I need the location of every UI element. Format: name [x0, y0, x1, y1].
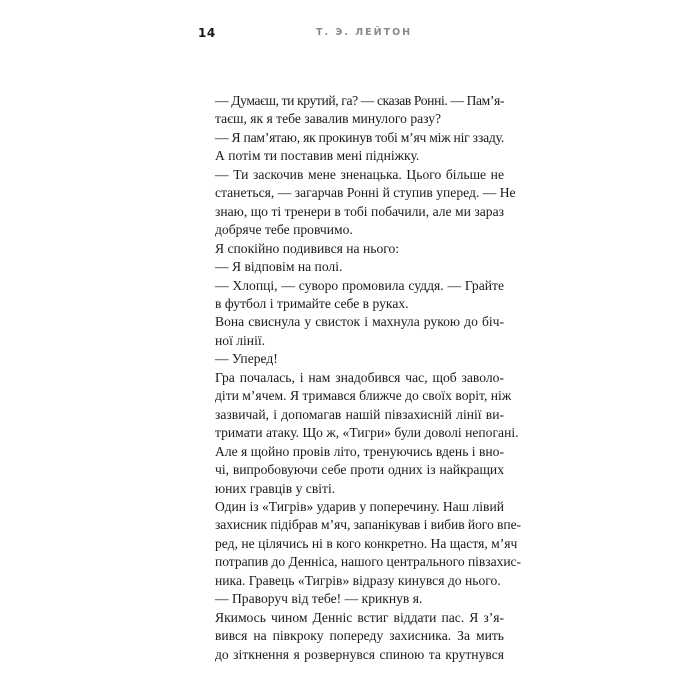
text-line: захисник підібрав м’яч, запанікував і вибив його впе- — [215, 517, 521, 533]
text-line: — Хлопці, — суворо промовила суддя. — Грайте — [215, 277, 504, 293]
body-text — [198, 92, 521, 664]
text-line: Гра почалась, і нам знадобився час, щоб заволо- — [215, 369, 504, 385]
paragraph — [198, 369, 519, 443]
paragraph — [198, 92, 504, 129]
text-line: потрапив до Денніса, нашого центрального півзахис- — [215, 554, 521, 570]
text-line: таєш, як я тебе завалив минулого разу? — [215, 111, 442, 127]
text-line: — Праворуч від тебе! — крикнув я. — [215, 591, 423, 607]
paragraph — [198, 590, 504, 608]
text-line: добряче тебе провчимо. — [215, 222, 353, 238]
text-line: Я спокійно подивився на нього: — [215, 240, 400, 256]
text-line: ної лінії. — [215, 332, 266, 348]
text-line: — Я пам’ятаю, як прокинув тобі м’яч між ніг ззаду. — [215, 129, 504, 145]
text-line: знаю, що ті тренери в тобі побачили, але ми зараз — [215, 203, 504, 219]
paragraph — [198, 240, 504, 258]
paragraph — [198, 258, 504, 276]
text-line: — Ти заскочив мене зненацька. Цього більше не — [215, 166, 504, 182]
text-line: в футбол і тримайте себе в руках. — [215, 295, 409, 311]
text-line: Один із «Тигрів» ударив у поперечину. Наш лівий — [215, 498, 504, 514]
text-line: вився на півкроку попереду захисника. За мить — [215, 628, 504, 644]
text-line: чі, випробовуючи себе проти одних із найкращих — [215, 462, 504, 478]
text-line: Але я щойно провів літо, тренуючись вдень і вно- — [215, 443, 504, 459]
paragraph — [198, 129, 504, 166]
text-line: А потім ти поставив мені підніжку. — [215, 148, 420, 164]
text-line: тримати атаку. Що ж, «Тигри» були доволі непогані. — [215, 425, 519, 441]
text-line: ред, не цілячись ні в кого конкретно. На щастя, м’яч — [215, 535, 518, 551]
paragraph — [198, 443, 504, 498]
text-line: юних гравців у світі. — [215, 480, 336, 496]
paragraph — [198, 498, 521, 590]
text-line: станеться, — загарчав Ронні й ступив уперед. — Не — [215, 185, 516, 201]
text-line: — Думаєш, ти крутий, га? — сказав Ронні. — Пам’я- — [215, 93, 504, 108]
paragraph — [198, 350, 504, 368]
text-line: до зіткнення я розвернувся спиною та крутнувся — [215, 646, 504, 662]
text-line: зазвичай, і допомагав нашій півзахисній лінії ви- — [215, 406, 504, 422]
text-line: ника. Гравець «Тигрів» відразу кинувся до нього. — [215, 572, 501, 588]
running-title: Т. Э. ЛЕЙТОН — [316, 27, 413, 38]
paragraph — [198, 609, 504, 664]
paragraph — [198, 277, 504, 314]
text-line: Якимось чином Денніс встиг віддати пас. Я з’я- — [215, 609, 504, 625]
text-line: — Я відповім на полі. — [215, 259, 343, 275]
paragraph — [198, 166, 516, 240]
running-head — [198, 26, 504, 42]
page-number: 14 — [198, 26, 216, 40]
text-line: діти м’ячем. Я тримався ближче до своїх воріт, ніж — [215, 388, 512, 404]
text-line: — Уперед! — [215, 351, 278, 367]
text-line: Вона свиснула у свисток і махнула рукою до біч- — [215, 314, 504, 330]
paragraph — [198, 313, 504, 350]
